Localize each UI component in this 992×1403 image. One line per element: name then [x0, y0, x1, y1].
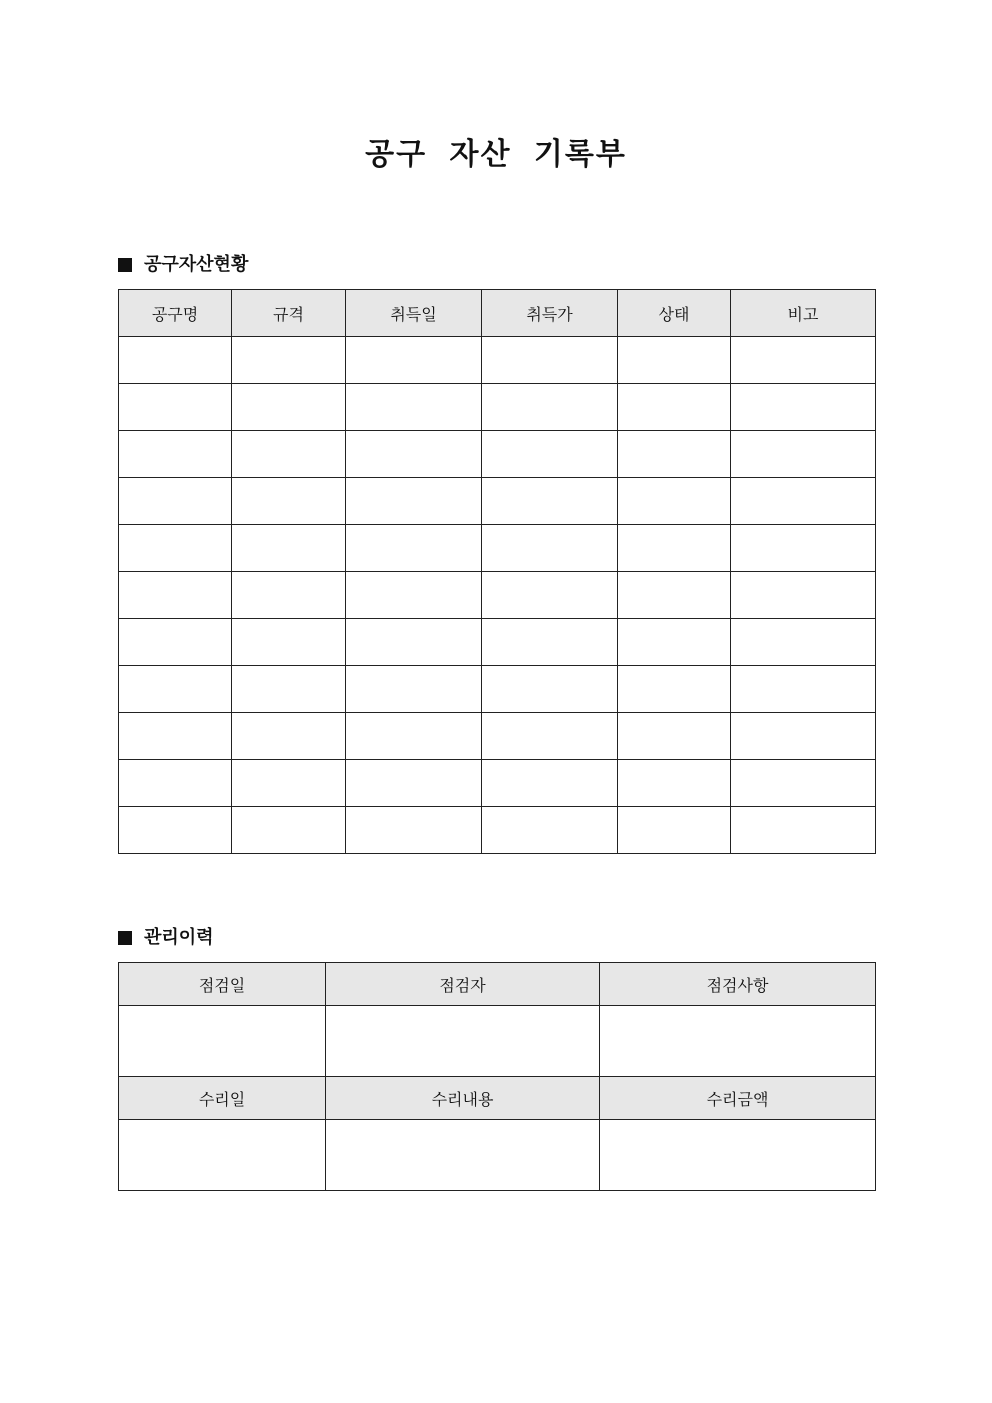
acquired-date-cell[interactable] [346, 525, 482, 572]
column-header-spec: 규격 [232, 290, 346, 337]
tool-name-cell[interactable] [119, 666, 232, 713]
spec-cell[interactable] [232, 431, 346, 478]
asset-status-table [118, 289, 876, 854]
acquired-price-cell[interactable] [482, 713, 618, 760]
condition-cell[interactable] [618, 713, 731, 760]
column-header-tool-name: 공구명 [119, 290, 232, 337]
remarks-cell[interactable] [731, 384, 876, 431]
repair-cost-cell[interactable] [600, 1120, 876, 1191]
column-header-inspector: 점검자 [326, 963, 600, 1006]
section-heading-asset-status [118, 252, 248, 278]
acquired-date-cell[interactable] [346, 384, 482, 431]
acquired-price-cell[interactable] [482, 431, 618, 478]
acquired-date-cell[interactable] [346, 337, 482, 384]
table-row [119, 478, 876, 525]
page-title: 공구 자산 기록부 [365, 137, 627, 172]
table-row [119, 760, 876, 807]
acquired-date-cell[interactable] [346, 666, 482, 713]
column-header-repair-details: 수리내용 [326, 1077, 600, 1120]
tool-name-cell[interactable] [119, 619, 232, 666]
inspection-notes-cell[interactable] [600, 1006, 876, 1077]
column-header-inspection-date: 점검일 [119, 963, 326, 1006]
condition-cell[interactable] [618, 525, 731, 572]
table-header-row [119, 290, 876, 337]
acquired-price-cell[interactable] [482, 572, 618, 619]
repair-date-cell[interactable] [119, 1120, 326, 1191]
column-header-repair-cost: 수리금액 [600, 1077, 876, 1120]
acquired-date-cell[interactable] [346, 760, 482, 807]
condition-cell[interactable] [618, 431, 731, 478]
spec-cell[interactable] [232, 337, 346, 384]
condition-cell[interactable] [618, 760, 731, 807]
column-header-condition: 상태 [618, 290, 731, 337]
inspection-date-cell[interactable] [119, 1006, 326, 1077]
repair-details-cell[interactable] [326, 1120, 600, 1191]
spec-cell[interactable] [232, 478, 346, 525]
acquired-date-cell[interactable] [346, 619, 482, 666]
table-row [119, 572, 876, 619]
table-row [119, 384, 876, 431]
column-header-inspection-notes: 점검사항 [600, 963, 876, 1006]
tool-name-cell[interactable] [119, 807, 232, 854]
acquired-price-cell[interactable] [482, 525, 618, 572]
tool-name-cell[interactable] [119, 713, 232, 760]
condition-cell[interactable] [618, 337, 731, 384]
remarks-cell[interactable] [731, 760, 876, 807]
condition-cell[interactable] [618, 478, 731, 525]
acquired-price-cell[interactable] [482, 619, 618, 666]
section-heading-label: 공구자산현황 [144, 254, 249, 275]
tool-name-cell[interactable] [119, 760, 232, 807]
tool-name-cell[interactable] [119, 525, 232, 572]
section-heading-management-history [118, 925, 214, 951]
spec-cell[interactable] [232, 572, 346, 619]
remarks-cell[interactable] [731, 431, 876, 478]
spec-cell[interactable] [232, 619, 346, 666]
acquired-date-cell[interactable] [346, 431, 482, 478]
spec-cell[interactable] [232, 525, 346, 572]
acquired-price-cell[interactable] [482, 478, 618, 525]
square-bullet-icon [118, 258, 132, 272]
tool-name-cell[interactable] [119, 384, 232, 431]
column-header-acquired-date: 취득일 [346, 290, 482, 337]
spec-cell[interactable] [232, 807, 346, 854]
remarks-cell[interactable] [731, 619, 876, 666]
remarks-cell[interactable] [731, 713, 876, 760]
table-row [119, 807, 876, 854]
inspection-value-row [119, 1006, 876, 1077]
tool-name-cell[interactable] [119, 431, 232, 478]
acquired-date-cell[interactable] [346, 572, 482, 619]
condition-cell[interactable] [618, 666, 731, 713]
tool-name-cell[interactable] [119, 572, 232, 619]
square-bullet-icon [118, 931, 132, 945]
spec-cell[interactable] [232, 760, 346, 807]
table-row [119, 619, 876, 666]
acquired-price-cell[interactable] [482, 807, 618, 854]
spec-cell[interactable] [232, 384, 346, 431]
acquired-price-cell[interactable] [482, 337, 618, 384]
table-row [119, 337, 876, 384]
acquired-price-cell[interactable] [482, 666, 618, 713]
condition-cell[interactable] [618, 619, 731, 666]
table-row [119, 713, 876, 760]
table-row [119, 525, 876, 572]
section-heading-label: 관리이력 [144, 927, 214, 948]
spec-cell[interactable] [232, 713, 346, 760]
condition-cell[interactable] [618, 384, 731, 431]
management-history-table [118, 962, 876, 1191]
inspection-header-row [119, 963, 876, 1006]
column-header-acquired-price: 취득가 [482, 290, 618, 337]
remarks-cell[interactable] [731, 572, 876, 619]
table-row [119, 666, 876, 713]
table-row [119, 431, 876, 478]
column-header-remarks: 비고 [731, 290, 876, 337]
repair-header-row [119, 1077, 876, 1120]
remarks-cell[interactable] [731, 478, 876, 525]
remarks-cell[interactable] [731, 666, 876, 713]
tool-name-cell[interactable] [119, 337, 232, 384]
condition-cell[interactable] [618, 572, 731, 619]
acquired-price-cell[interactable] [482, 384, 618, 431]
tool-name-cell[interactable] [119, 478, 232, 525]
condition-cell[interactable] [618, 807, 731, 854]
acquired-date-cell[interactable] [346, 713, 482, 760]
repair-value-row [119, 1120, 876, 1191]
remarks-cell[interactable] [731, 525, 876, 572]
remarks-cell[interactable] [731, 807, 876, 854]
inspector-cell[interactable] [326, 1006, 600, 1077]
spec-cell[interactable] [232, 666, 346, 713]
acquired-date-cell[interactable] [346, 478, 482, 525]
remarks-cell[interactable] [731, 337, 876, 384]
acquired-price-cell[interactable] [482, 760, 618, 807]
column-header-repair-date: 수리일 [119, 1077, 326, 1120]
acquired-date-cell[interactable] [346, 807, 482, 854]
